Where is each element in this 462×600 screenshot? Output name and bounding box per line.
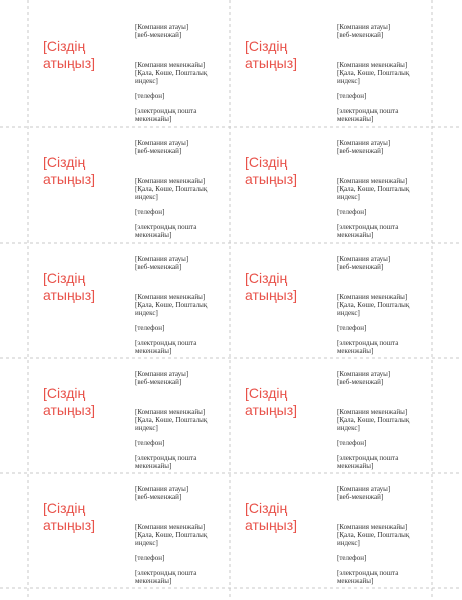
business-card	[230, 243, 430, 359]
card-city: [Қала, Көше, Пошталық индекс]	[135, 301, 208, 317]
card-website: [веб-мекенжай]	[135, 493, 182, 501]
card-info	[337, 485, 429, 585]
card-email: [электрондық пошта мекенжайы]	[337, 569, 399, 585]
card-address: [Компания мекенжайы]	[337, 177, 408, 185]
card-info	[135, 255, 227, 355]
card-company: [Компания атауы]	[337, 23, 391, 31]
card-name: [Сіздің атыңыз]	[245, 38, 298, 71]
card-company: [Компания атауы]	[337, 370, 391, 378]
business-card	[28, 127, 228, 243]
card-city: [Қала, Көше, Пошталық индекс]	[135, 531, 208, 547]
card-city: [Қала, Көше, Пошталық индекс]	[135, 185, 208, 201]
card-company: [Компания атауы]	[135, 139, 189, 147]
card-city: [Қала, Көше, Пошталық индекс]	[337, 301, 410, 317]
card-address: [Компания мекенжайы]	[135, 177, 206, 185]
card-phone: [телефон]	[135, 208, 165, 216]
business-card	[230, 11, 430, 127]
card-address: [Компания мекенжайы]	[135, 61, 206, 69]
business-card	[28, 243, 228, 359]
card-address: [Компания мекенжайы]	[135, 408, 206, 416]
card-phone: [телефон]	[337, 439, 367, 447]
card-name: [Сіздің атыңыз]	[43, 500, 96, 533]
card-city: [Қала, Көше, Пошталық индекс]	[337, 416, 410, 432]
card-website: [веб-мекенжай]	[135, 263, 182, 271]
card-website: [веб-мекенжай]	[337, 263, 384, 271]
card-address: [Компания мекенжайы]	[135, 293, 206, 301]
card-name: [Сіздің атыңыз]	[245, 500, 298, 533]
business-card	[28, 11, 228, 127]
card-info	[135, 23, 227, 123]
card-name: [Сіздің атыңыз]	[43, 154, 96, 187]
card-phone: [телефон]	[135, 554, 165, 562]
card-address: [Компания мекенжайы]	[337, 408, 408, 416]
card-email: [электрондық пошта мекенжайы]	[135, 339, 197, 355]
card-name: [Сіздің атыңыз]	[43, 270, 96, 303]
card-city: [Қала, Көше, Пошталық индекс]	[337, 185, 410, 201]
card-website: [веб-мекенжай]	[135, 147, 182, 155]
card-info	[337, 139, 429, 239]
business-card	[28, 473, 228, 589]
card-name: [Сіздің атыңыз]	[245, 270, 298, 303]
card-name: [Сіздің атыңыз]	[43, 385, 96, 418]
card-email: [электрондық пошта мекенжайы]	[135, 223, 197, 239]
business-card	[230, 127, 430, 243]
card-email: [электрондық пошта мекенжайы]	[337, 107, 399, 123]
card-website: [веб-мекенжай]	[135, 31, 182, 39]
card-company: [Компания атауы]	[337, 485, 391, 493]
card-email: [электрондық пошта мекенжайы]	[337, 223, 399, 239]
card-phone: [телефон]	[337, 324, 367, 332]
card-company: [Компания атауы]	[337, 255, 391, 263]
card-city: [Қала, Көше, Пошталық индекс]	[135, 416, 208, 432]
card-info	[337, 255, 429, 355]
card-company: [Компания атауы]	[135, 485, 189, 493]
card-company: [Компания атауы]	[135, 255, 189, 263]
card-address: [Компания мекенжайы]	[135, 523, 206, 531]
business-card	[28, 358, 228, 474]
card-name: [Сіздің атыңыз]	[43, 38, 96, 71]
card-email: [электрондық пошта мекенжайы]	[135, 569, 197, 585]
card-website: [веб-мекенжай]	[337, 378, 384, 386]
card-email: [электрондық пошта мекенжайы]	[135, 107, 197, 123]
card-info	[135, 139, 227, 239]
card-city: [Қала, Көше, Пошталық индекс]	[135, 69, 208, 85]
card-website: [веб-мекенжай]	[337, 31, 384, 39]
card-address: [Компания мекенжайы]	[337, 61, 408, 69]
card-name: [Сіздің атыңыз]	[245, 154, 298, 187]
card-website: [веб-мекенжай]	[337, 493, 384, 501]
card-company: [Компания атауы]	[337, 139, 391, 147]
card-info	[337, 370, 429, 470]
card-city: [Қала, Көше, Пошталық индекс]	[337, 69, 410, 85]
card-website: [веб-мекенжай]	[337, 147, 384, 155]
card-address: [Компания мекенжайы]	[337, 293, 408, 301]
card-info	[135, 370, 227, 470]
card-phone: [телефон]	[337, 92, 367, 100]
card-phone: [телефон]	[337, 208, 367, 216]
card-email: [электрондық пошта мекенжайы]	[135, 454, 197, 470]
card-city: [Қала, Көше, Пошталық индекс]	[337, 531, 410, 547]
card-info	[337, 23, 429, 123]
card-phone: [телефон]	[135, 92, 165, 100]
card-phone: [телефон]	[337, 554, 367, 562]
business-card	[230, 358, 430, 474]
card-phone: [телефон]	[135, 324, 165, 332]
card-email: [электрондық пошта мекенжайы]	[337, 339, 399, 355]
card-company: [Компания атауы]	[135, 370, 189, 378]
business-card	[230, 473, 430, 589]
card-email: [электрондық пошта мекенжайы]	[337, 454, 399, 470]
card-website: [веб-мекенжай]	[135, 378, 182, 386]
card-name: [Сіздің атыңыз]	[245, 385, 298, 418]
card-phone: [телефон]	[135, 439, 165, 447]
card-address: [Компания мекенжайы]	[337, 523, 408, 531]
card-info	[135, 485, 227, 585]
card-company: [Компания атауы]	[135, 23, 189, 31]
